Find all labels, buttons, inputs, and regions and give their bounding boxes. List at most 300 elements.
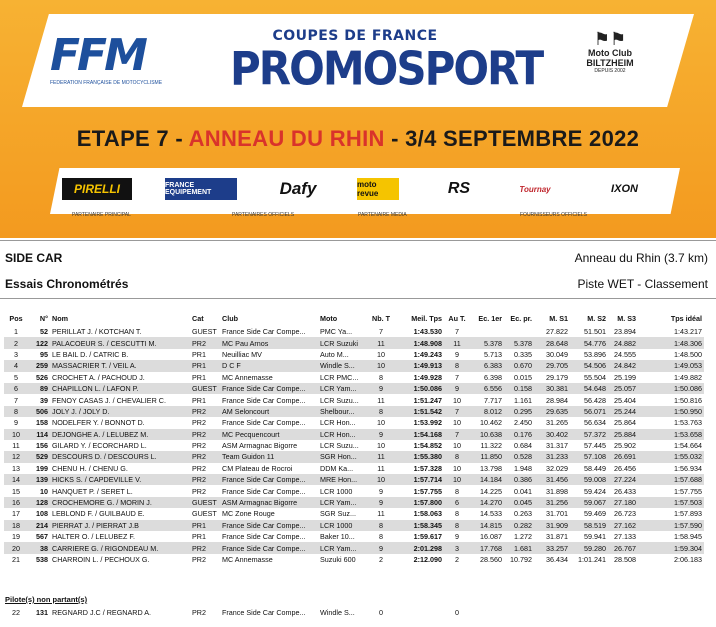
table-cell: 139	[28, 474, 50, 485]
table-cell: 1:49.053	[638, 360, 704, 371]
table-cell: 1:43.530	[413, 327, 442, 337]
table-cell: 1.681	[504, 542, 534, 553]
column-header: Moto	[320, 313, 338, 323]
table-row	[4, 360, 704, 371]
table-cell: 59.424	[584, 486, 606, 496]
table-row	[4, 326, 704, 337]
table-cell: 12	[4, 451, 28, 462]
table-cell: CROCHET A. / PACHOUD J.	[52, 372, 145, 382]
table-cell: FENOY CASAS J. / CHEVALIER C.	[52, 395, 166, 405]
table-cell: 57.372	[570, 429, 608, 440]
ffm-logo-text: FFM	[50, 30, 145, 81]
session-title: Essais Chronométrés	[5, 277, 129, 291]
table-cell: PR2	[190, 406, 220, 417]
table-cell: France Side Car Compe...	[222, 395, 306, 405]
event-title	[0, 126, 716, 152]
table-cell: LCR Yam...	[318, 542, 366, 553]
table-cell: 17	[12, 509, 20, 519]
table-cell: 0.176	[504, 429, 534, 440]
table-cell: 19	[12, 532, 20, 542]
non-partants-title: Pilote(s) non partant(s)	[5, 595, 88, 604]
table-cell: 52	[40, 327, 48, 337]
table-cell: Suzuki 600	[320, 555, 356, 564]
table-cell: GUEST	[192, 327, 217, 337]
table-cell: 131	[36, 608, 48, 617]
table-cell: 1:58.945	[674, 532, 702, 542]
table-cell: France Side Car Compe...	[220, 474, 318, 485]
table-cell: 29.179	[546, 372, 568, 382]
table-cell: 13.798	[480, 463, 502, 473]
column-header: N°	[39, 313, 48, 323]
table-cell: 1:57.755	[413, 486, 442, 496]
table-cell: 59.067	[570, 497, 608, 508]
table-cell: 25.902	[614, 441, 636, 451]
table-cell: 2:06.183	[674, 555, 702, 564]
table-cell: 10	[4, 429, 28, 440]
etape-venue: ANNEAU DU RHIN	[188, 126, 385, 151]
table-cell: 0.041	[514, 486, 532, 496]
table-cell: D C F	[220, 360, 318, 371]
table-cell: 54.506	[570, 360, 608, 371]
column-header: Ec. 1er	[478, 313, 502, 323]
table-cell: 22	[12, 608, 20, 617]
ffm-logo	[50, 30, 180, 90]
france-equipement-logo: FRANCE EQUIPEMENT	[165, 178, 237, 200]
table-cell: LCR Suzu...	[320, 441, 359, 451]
table-cell: 11.322	[480, 441, 502, 451]
table-cell: 11	[377, 463, 385, 473]
column-header: Nb. T	[372, 313, 390, 323]
table-cell: PR2	[190, 337, 220, 348]
table-cell: LCR Hon...	[318, 429, 366, 440]
table-cell: 1:43.217	[674, 327, 702, 337]
column-header: Ec. pr.	[510, 313, 532, 323]
table-cell: PALACOEUR S. / CESCUTTI M.	[50, 337, 190, 348]
table-cell: France Side Car Compe...	[220, 383, 318, 394]
table-cell: 0.045	[504, 497, 534, 508]
table-cell: 21	[12, 555, 20, 564]
table-cell: 10.462	[480, 418, 502, 428]
table-cell: REGNARD J.C / REGNARD A.	[52, 608, 152, 617]
column-header: Nom	[52, 313, 68, 323]
partner-media-label: PARTENAIRE MEDIA	[358, 212, 407, 218]
table-cell: 1:50.950	[638, 406, 704, 417]
table-cell: 8	[455, 486, 459, 496]
table-cell: 7	[444, 429, 470, 440]
table-cell	[470, 326, 504, 337]
table-cell: LE BAIL D. / CATRIC B.	[52, 349, 129, 359]
table-cell: 2	[455, 555, 459, 564]
table-cell: PR1	[192, 395, 206, 405]
moto-club-line3: DEPUIS 2002	[594, 68, 626, 74]
table-cell: 31.701	[546, 509, 568, 519]
table-cell: 1:48.500	[674, 349, 702, 359]
table-cell: 8	[366, 520, 396, 531]
table-row	[4, 485, 704, 496]
table-cell: 6.383	[470, 360, 504, 371]
category-title: SIDE CAR	[5, 251, 63, 265]
table-cell: 27.180	[608, 497, 638, 508]
table-cell: 7	[379, 327, 383, 337]
table-cell: 3	[444, 542, 470, 553]
table-cell: 53.896	[584, 349, 606, 359]
table-cell: CHENU H. / CHENU G.	[52, 463, 128, 473]
table-cell: 26.691	[608, 451, 638, 462]
table-cell: DESCOURS D. / DESCOURS L.	[50, 451, 190, 462]
table-row	[4, 417, 704, 428]
column-header: Au T.	[448, 313, 466, 323]
table-cell: Team Guidon 11	[220, 451, 318, 462]
table-cell: 10.638	[470, 429, 504, 440]
table-cell: 1:50.086	[396, 383, 444, 394]
table-cell: 7	[455, 327, 459, 337]
table-cell: 14.270	[470, 497, 504, 508]
column-header: M. S1	[549, 313, 568, 323]
table-cell: 30.049	[546, 349, 568, 359]
ixon-logo: IXON	[611, 183, 638, 195]
table-cell: 57.108	[570, 451, 608, 462]
table-cell: France Side Car Compe...	[220, 520, 318, 531]
separator-mid	[0, 298, 716, 299]
table-cell: CHARROIN L. / PECHOUX G.	[52, 555, 150, 564]
table-cell: 18	[4, 520, 28, 531]
table-cell: PR1	[190, 360, 220, 371]
table-cell: 59.469	[584, 509, 606, 519]
table-cell: 31.909	[534, 520, 570, 531]
table-cell: 10	[377, 349, 385, 359]
table-cell: 158	[36, 418, 48, 428]
table-cell: 1:57.800	[396, 497, 444, 508]
table-cell: 156	[36, 441, 48, 451]
table-cell: 1:59.617	[413, 532, 442, 542]
table-cell	[504, 326, 534, 337]
table-cell: 1:57.688	[638, 474, 704, 485]
table-cell: NODELFER Y. / BONNOT D.	[52, 418, 145, 428]
table-cell: 2:01.298	[396, 542, 444, 553]
table-cell: LCR 1000	[318, 520, 366, 531]
table-cell: 526	[36, 372, 48, 382]
table-cell: 59.941	[584, 532, 606, 542]
table-cell: ASM Armagnac Bigorre	[222, 441, 298, 451]
table-cell: 14.533	[480, 509, 502, 519]
table-cell: CARRIERE G. / RIGONDEAU M.	[50, 542, 190, 553]
table-cell: France Side Car Compe...	[222, 608, 306, 617]
results-header-row	[4, 310, 704, 326]
table-cell: 2	[4, 337, 28, 348]
table-cell: 1:57.714	[396, 474, 444, 485]
table-cell: 2	[379, 555, 383, 564]
table-cell: 8	[379, 532, 383, 542]
table-cell: 57.445	[584, 441, 606, 451]
table-cell: 1:54.664	[674, 441, 702, 451]
table-cell: 59.008	[570, 474, 608, 485]
table-cell: MC Pecquencourt	[220, 429, 318, 440]
table-cell: 2:12.090	[413, 555, 442, 564]
table-cell: 1:55.380	[396, 451, 444, 462]
table-cell: 122	[28, 337, 50, 348]
table-cell: 20	[4, 542, 28, 553]
table-cell: LEBLOND F. / GUILBAUD E.	[52, 509, 145, 519]
table-cell: 0	[379, 608, 383, 617]
table-cell: 58.519	[570, 520, 608, 531]
table-cell: MRE Hon...	[318, 474, 366, 485]
table-cell: 26.767	[608, 542, 638, 553]
table-cell: 31.317	[546, 441, 568, 451]
table-cell	[608, 607, 638, 618]
table-cell: 7	[444, 406, 470, 417]
table-cell: Auto M...	[320, 349, 349, 359]
table-cell: 10	[453, 418, 461, 428]
table-cell: 28.508	[614, 555, 636, 564]
table-cell: 17.768	[470, 542, 504, 553]
table-cell: 8	[444, 520, 470, 531]
table-cell: 5	[14, 372, 18, 382]
table-cell: 128	[28, 497, 50, 508]
table-cell: Windle S...	[320, 608, 355, 617]
table-cell: 1:54.168	[396, 429, 444, 440]
table-row	[4, 440, 704, 451]
table-cell: 0.670	[504, 360, 534, 371]
table-cell: 14.184	[470, 474, 504, 485]
table-row	[4, 607, 704, 618]
table-cell: 3	[14, 349, 18, 359]
table-cell: ASM Armagnac Bigorre	[220, 497, 318, 508]
table-cell: 5.378	[470, 337, 504, 348]
table-cell: 8	[444, 360, 470, 371]
table-cell: 9	[444, 383, 470, 394]
table-cell: Neuilliac MV	[222, 349, 262, 359]
non-partants-table	[4, 607, 704, 618]
table-cell: 1:49.928	[413, 372, 442, 382]
table-cell: 10	[444, 474, 470, 485]
suppliers-official-label: FOURNISSEURS OFFICIELS	[520, 212, 587, 218]
table-cell: 28.648	[534, 337, 570, 348]
table-cell: France Side Car Compe...	[222, 486, 306, 496]
table-cell: 14.225	[480, 486, 502, 496]
table-cell: CHAPILLON L. / LAFON P.	[50, 383, 190, 394]
track-conditions: Piste WET - Classement	[577, 277, 708, 291]
table-cell: 10.792	[510, 555, 532, 564]
table-cell: 11	[366, 337, 396, 348]
table-cell: 31.233	[534, 451, 570, 462]
moto-club-line1: Moto Club	[588, 48, 632, 58]
table-cell: 25.864	[614, 418, 636, 428]
table-cell: SGR Suz...	[320, 509, 356, 519]
table-cell: 0.282	[504, 520, 534, 531]
table-row	[4, 554, 704, 565]
table-cell: PR2	[190, 474, 220, 485]
table-row	[4, 337, 704, 348]
table-cell: 1.272	[514, 532, 532, 542]
table-row	[4, 394, 704, 405]
table-cell: 1:57.755	[674, 486, 702, 496]
table-cell: 0.528	[504, 451, 534, 462]
table-cell: PR2	[192, 441, 206, 451]
table-row	[4, 372, 704, 383]
table-cell: 7	[455, 372, 459, 382]
table-cell: 95	[40, 349, 48, 359]
table-cell: 1:48.306	[638, 337, 704, 348]
table-cell: 1:49.882	[674, 372, 702, 382]
moto-club-line2: BILTZHEIM	[586, 58, 634, 68]
table-cell: 24.842	[608, 360, 638, 371]
table-cell: 1.161	[514, 395, 532, 405]
table-cell: 29.635	[534, 406, 570, 417]
table-cell: DDM Ka...	[320, 463, 354, 473]
table-cell: 11	[12, 441, 20, 451]
table-cell: 30.381	[534, 383, 570, 394]
table-cell: 11	[377, 395, 385, 405]
etape-date: - 3/4 SEPTEMBRE 2022	[384, 126, 640, 151]
column-header: M. S2	[587, 313, 606, 323]
table-row	[4, 429, 704, 440]
table-cell: 8	[366, 406, 396, 417]
column-header: Tps idéal	[670, 313, 702, 323]
table-cell: 9	[455, 349, 459, 359]
promosport-title: PROMOSPORT	[230, 41, 543, 96]
table-cell: 27.224	[608, 474, 638, 485]
table-cell	[570, 607, 608, 618]
table-cell: 15	[12, 486, 20, 496]
table-cell: MC Pau Arnos	[220, 337, 318, 348]
table-row	[4, 508, 704, 519]
table-cell: 25.244	[608, 406, 638, 417]
table-cell: 16	[4, 497, 28, 508]
table-cell: PIERRAT J. / PIERRAT J.B	[50, 520, 190, 531]
table-cell: GILARD Y. / ECORCHARD L.	[52, 441, 147, 451]
column-header: Cat	[192, 313, 204, 323]
table-cell: 27.133	[614, 532, 636, 542]
table-cell: 1:53.763	[674, 418, 702, 428]
table-cell: 11	[444, 337, 470, 348]
table-cell: 0.158	[504, 383, 534, 394]
table-cell: 2.450	[514, 418, 532, 428]
table-cell: 259	[28, 360, 50, 371]
table-cell: PR1	[190, 520, 220, 531]
rs-logo: RS	[447, 180, 471, 197]
table-cell: 55.504	[584, 372, 606, 382]
table-row	[4, 520, 704, 531]
etape-prefix: ETAPE 7 -	[76, 126, 189, 151]
table-cell: GUEST	[192, 509, 217, 519]
table-row	[4, 474, 704, 485]
table-cell: PR2	[192, 486, 206, 496]
table-cell: 1:58.345	[396, 520, 444, 531]
table-cell: MASSACRIER T. / VEIL A.	[50, 360, 190, 371]
table-cell: 26.456	[614, 463, 636, 473]
table-cell: 23.894	[614, 327, 636, 337]
table-cell: 30.402	[534, 429, 570, 440]
table-cell: LCR Hon...	[320, 418, 356, 428]
table-cell: 108	[36, 509, 48, 519]
table-cell: 506	[28, 406, 50, 417]
table-cell: 0.386	[504, 474, 534, 485]
table-cell: 1:57.893	[674, 509, 702, 519]
table-cell: LCR PMC...	[320, 372, 359, 382]
table-cell	[534, 607, 570, 618]
table-cell: 529	[28, 451, 50, 462]
table-cell: GUEST	[190, 497, 220, 508]
table-cell: 0.335	[514, 349, 532, 359]
table-cell: 56.634	[584, 418, 606, 428]
table-cell: PERILLAT J. / KOTCHAN T.	[52, 327, 142, 337]
table-cell: Baker 10...	[320, 532, 355, 542]
table-cell: 6.398	[484, 372, 502, 382]
table-row	[4, 406, 704, 417]
table-row	[4, 542, 704, 553]
table-cell: 8.012	[470, 406, 504, 417]
column-header: M. S3	[617, 313, 636, 323]
table-cell: PR1	[192, 372, 206, 382]
table-cell: 7.717	[484, 395, 502, 405]
table-cell: HICKS S. / CAPDEVILLE V.	[50, 474, 190, 485]
table-cell	[470, 607, 504, 618]
table-cell: 1:53.658	[638, 429, 704, 440]
table-cell: 36.434	[546, 555, 568, 564]
table-cell: 1:01.241	[578, 555, 606, 564]
table-cell: 25.884	[608, 429, 638, 440]
table-cell: 89	[28, 383, 50, 394]
moto-club-logo	[560, 30, 660, 85]
table-cell: PMC Ya...	[320, 327, 353, 337]
table-cell: 56.071	[570, 406, 608, 417]
table-cell: 9	[14, 418, 18, 428]
table-cell: 13	[12, 463, 20, 473]
table-cell: 10	[366, 474, 396, 485]
table-cell: 9	[455, 532, 459, 542]
checkered-flags-icon: ⚑⚑	[593, 29, 627, 49]
table-cell: 1:49.913	[396, 360, 444, 371]
table-cell: 31.256	[534, 497, 570, 508]
table-cell: PR1	[192, 349, 206, 359]
table-cell: 51.501	[584, 327, 606, 337]
table-cell: France Side Car Compe...	[222, 327, 306, 337]
table-cell: 54.648	[570, 383, 608, 394]
table-cell: 1:53.992	[413, 418, 442, 428]
table-cell: 16.087	[480, 532, 502, 542]
table-row	[4, 497, 704, 508]
table-cell: 9	[379, 486, 383, 496]
column-header: Pos	[9, 313, 23, 323]
table-cell	[638, 607, 704, 618]
table-cell: 5.378	[504, 337, 534, 348]
table-cell: LCR Suzu...	[320, 395, 359, 405]
table-cell: MC Zone Rouge	[222, 509, 275, 519]
table-cell: PR2	[192, 608, 206, 617]
table-cell: 0.015	[514, 372, 532, 382]
table-cell: 1:57.328	[413, 463, 442, 473]
table-cell: LCR 1000	[320, 486, 353, 496]
table-cell: 1:50.816	[674, 395, 702, 405]
table-cell: 26.723	[614, 509, 636, 519]
column-header: Meil. Tps	[411, 313, 442, 323]
table-cell: 0.295	[504, 406, 534, 417]
table-cell: 14	[4, 474, 28, 485]
table-cell: 8	[4, 406, 28, 417]
table-cell: LCR Suzuki	[318, 337, 366, 348]
results-table	[4, 310, 704, 565]
table-cell: PR2	[192, 463, 206, 473]
table-cell: 14.815	[470, 520, 504, 531]
table-cell: 39	[40, 395, 48, 405]
table-cell: 1:55.032	[638, 451, 704, 462]
table-cell: PR2	[192, 555, 206, 564]
table-cell: 0.684	[514, 441, 532, 451]
table-row	[4, 451, 704, 462]
column-header: Club	[222, 313, 238, 323]
table-cell: SGR Hon...	[318, 451, 366, 462]
table-cell: 1:49.243	[413, 349, 442, 359]
